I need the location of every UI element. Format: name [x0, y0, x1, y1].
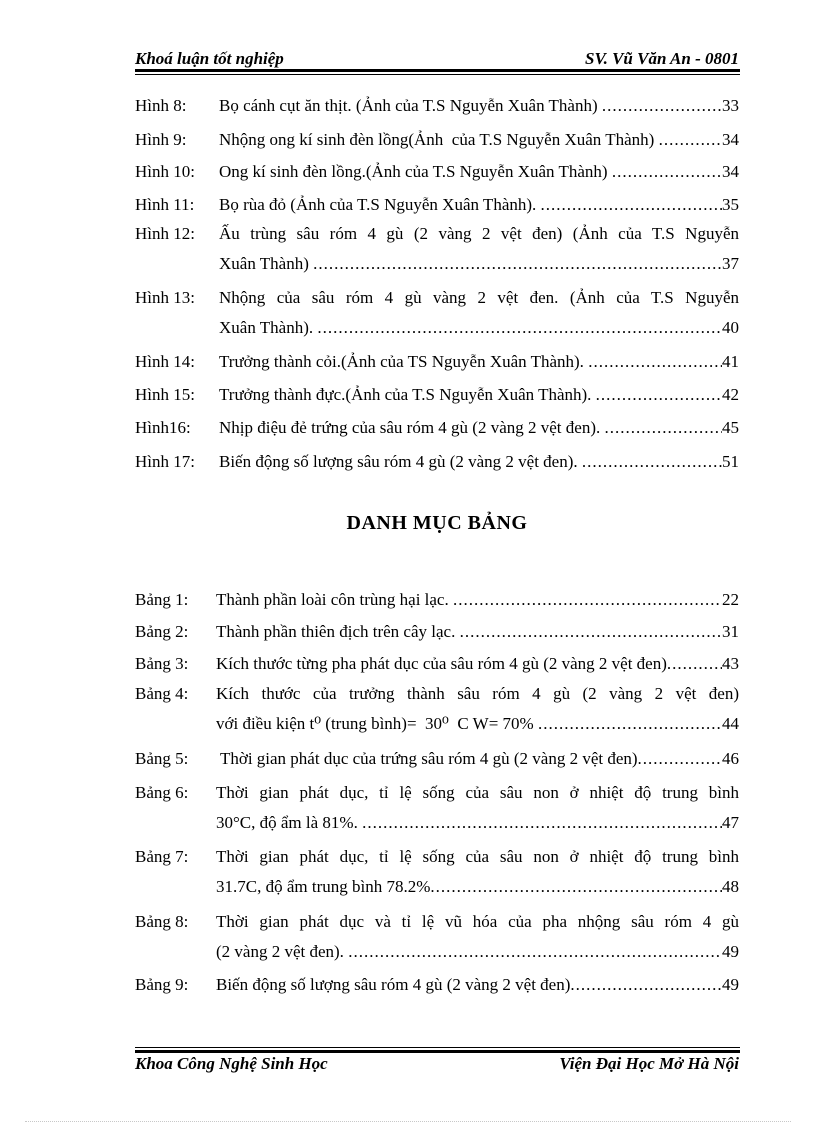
figure-page-number: 33 [722, 96, 739, 115]
footer-faculty: Khoa Công Nghệ Sinh Học [135, 1054, 328, 1073]
figure-caption: Bọ rùa đỏ (Ảnh của T.S Nguyễn Xuân Thành). [219, 195, 541, 214]
table-label: Bảng 1: [135, 590, 189, 609]
figure-page-number: 34 [722, 130, 739, 149]
leader-dots [612, 157, 722, 187]
figure-page-number: 34 [722, 162, 739, 181]
table-label: Bảng 4: [135, 684, 189, 703]
leader-dots [430, 872, 722, 902]
leader-dots [596, 380, 722, 410]
figure-page-number: 42 [722, 385, 739, 404]
figure-caption: Ấu trùng sâu róm 4 gù (2 vàng 2 vệt đen) (Ảnh của T.S Nguyễn [219, 224, 739, 243]
leader-dots [348, 937, 722, 967]
header-thesis-title: Khoá luận tốt nghiệp [135, 49, 284, 68]
table-page-number: 47 [722, 813, 739, 832]
figure-page-number: 41 [722, 352, 739, 371]
table-page-number: 44 [722, 714, 739, 733]
table-caption: Kích thước của trưởng thành sâu róm 4 gù (2 vàng 2 vệt đen) [216, 684, 739, 703]
table-caption: Thời gian phát dục và tỉ lệ vũ hóa của pha nhộng sâu róm 4 gù [216, 912, 739, 931]
table-caption: (2 vàng 2 vệt đen). [216, 942, 349, 961]
figure-caption: Nhịp điệu đẻ trứng của sâu róm 4 gù (2 vàng 2 vệt đen). [219, 418, 605, 437]
figure-label: Hình 14: [135, 352, 195, 371]
figure-label: Hình 11: [135, 195, 195, 214]
table-caption: Thành phần thiên địch trên cây lạc. [216, 622, 460, 641]
table-caption: với điều kiện t⁰ (trung bình)= 30⁰ C W= 70% [216, 714, 538, 733]
header-rule-thin [135, 74, 740, 75]
table-page-number: 31 [722, 622, 739, 641]
table-page-number: 43 [722, 654, 739, 673]
table-caption: Thành phần loài côn trùng hại lạc. [216, 590, 453, 609]
figure-caption: Nhộng ong kí sinh đèn lồng(Ảnh của T.S Nguyễn Xuân Thành) [219, 130, 659, 149]
figure-caption: Xuân Thành) [219, 254, 314, 273]
table-caption: Thời gian phát dục, tỉ lệ sống của sâu non ở nhiệt độ trung bình [216, 783, 739, 802]
leader-dots [602, 91, 722, 121]
table-caption: Thời gian phát dục của trứng sâu róm 4 gù (2 vàng 2 vệt đen) [216, 749, 638, 768]
leader-dots [362, 808, 722, 838]
leader-dots [460, 617, 722, 647]
leader-dots [667, 649, 722, 679]
figure-caption: Ong kí sinh đèn lồng.(Ảnh của T.S Nguyễn Xuân Thành) [219, 162, 612, 181]
figure-label: Hình 12: [135, 224, 195, 243]
figure-page-number: 35 [722, 195, 739, 214]
figure-label: Hình16: [135, 418, 191, 437]
leader-dots [588, 347, 722, 377]
figure-caption: Xuân Thành). [219, 318, 318, 337]
figure-label: Hình 8: [135, 96, 187, 115]
leader-dots [582, 447, 722, 477]
table-page-number: 46 [722, 749, 739, 768]
figure-caption: Nhộng của sâu róm 4 gù vàng 2 vệt đen. (Ảnh của T.S Nguyễn [219, 288, 739, 307]
leader-dots [570, 970, 722, 1000]
table-caption: Kích thước từng pha phát dục của sâu róm 4 gù (2 vàng 2 vệt đen) [216, 654, 667, 673]
table-caption: 31.7C, độ ẩm trung bình 78.2% [216, 877, 431, 896]
page-bottom-border [25, 1121, 791, 1122]
table-label: Bảng 9: [135, 975, 189, 994]
table-label: Bảng 6: [135, 783, 189, 802]
table-page-number: 49 [722, 942, 739, 961]
table-page-number: 48 [722, 877, 739, 896]
leader-dots [538, 709, 722, 739]
footer-rule-thick [135, 1050, 740, 1053]
figure-page-number: 51 [722, 452, 739, 471]
header-rule-thick [135, 69, 740, 72]
footer-university: Viện Đại Học Mở Hà Nội [559, 1054, 739, 1073]
table-page-number: 49 [722, 975, 739, 994]
leader-dots [453, 585, 722, 615]
table-label: Bảng 2: [135, 622, 189, 641]
figure-label: Hình 9: [135, 130, 187, 149]
figure-label: Hình 13: [135, 288, 195, 307]
figure-label: Hình 10: [135, 162, 195, 181]
table-page-number: 22 [722, 590, 739, 609]
leader-dots [638, 744, 722, 774]
section-title: DANH MỤC BẢNG [346, 512, 528, 534]
figure-page-number: 45 [722, 418, 739, 437]
figure-caption: Trưởng thành đực.(Ảnh của T.S Nguyễn Xuân Thành). [219, 385, 596, 404]
figure-caption: Trưởng thành cỏi.(Ảnh của TS Nguyễn Xuân Thành). [219, 352, 589, 371]
table-label: Bảng 7: [135, 847, 189, 866]
leader-dots [541, 190, 722, 220]
figure-caption: Bọ cánh cụt ăn thịt. (Ảnh của T.S Nguyễn Xuân Thành) [219, 96, 602, 115]
leader-dots [317, 313, 722, 343]
table-label: Bảng 3: [135, 654, 189, 673]
leader-dots [604, 413, 722, 443]
table-caption: Biến động số lượng sâu róm 4 gù (2 vàng 2 vệt đen) [216, 975, 571, 994]
figure-label: Hình 15: [135, 385, 195, 404]
leader-dots [313, 249, 722, 279]
figure-label: Hình 17: [135, 452, 195, 471]
figure-caption: Biến động số lượng sâu róm 4 gù (2 vàng 2 vệt đen). [219, 452, 582, 471]
table-label: Bảng 5: [135, 749, 189, 768]
figure-page-number: 40 [722, 318, 739, 337]
footer-rule-thin [135, 1047, 740, 1048]
table-caption: Thời gian phát dục, tỉ lệ sống của sâu non ở nhiệt độ trung bình [216, 847, 739, 866]
table-label: Bảng 8: [135, 912, 189, 931]
table-caption: 30°C, độ ẩm là 81%. [216, 813, 363, 832]
leader-dots [659, 125, 722, 155]
header-student-name: SV. Vũ Văn An - 0801 [584, 49, 739, 68]
figure-page-number: 37 [722, 254, 739, 273]
